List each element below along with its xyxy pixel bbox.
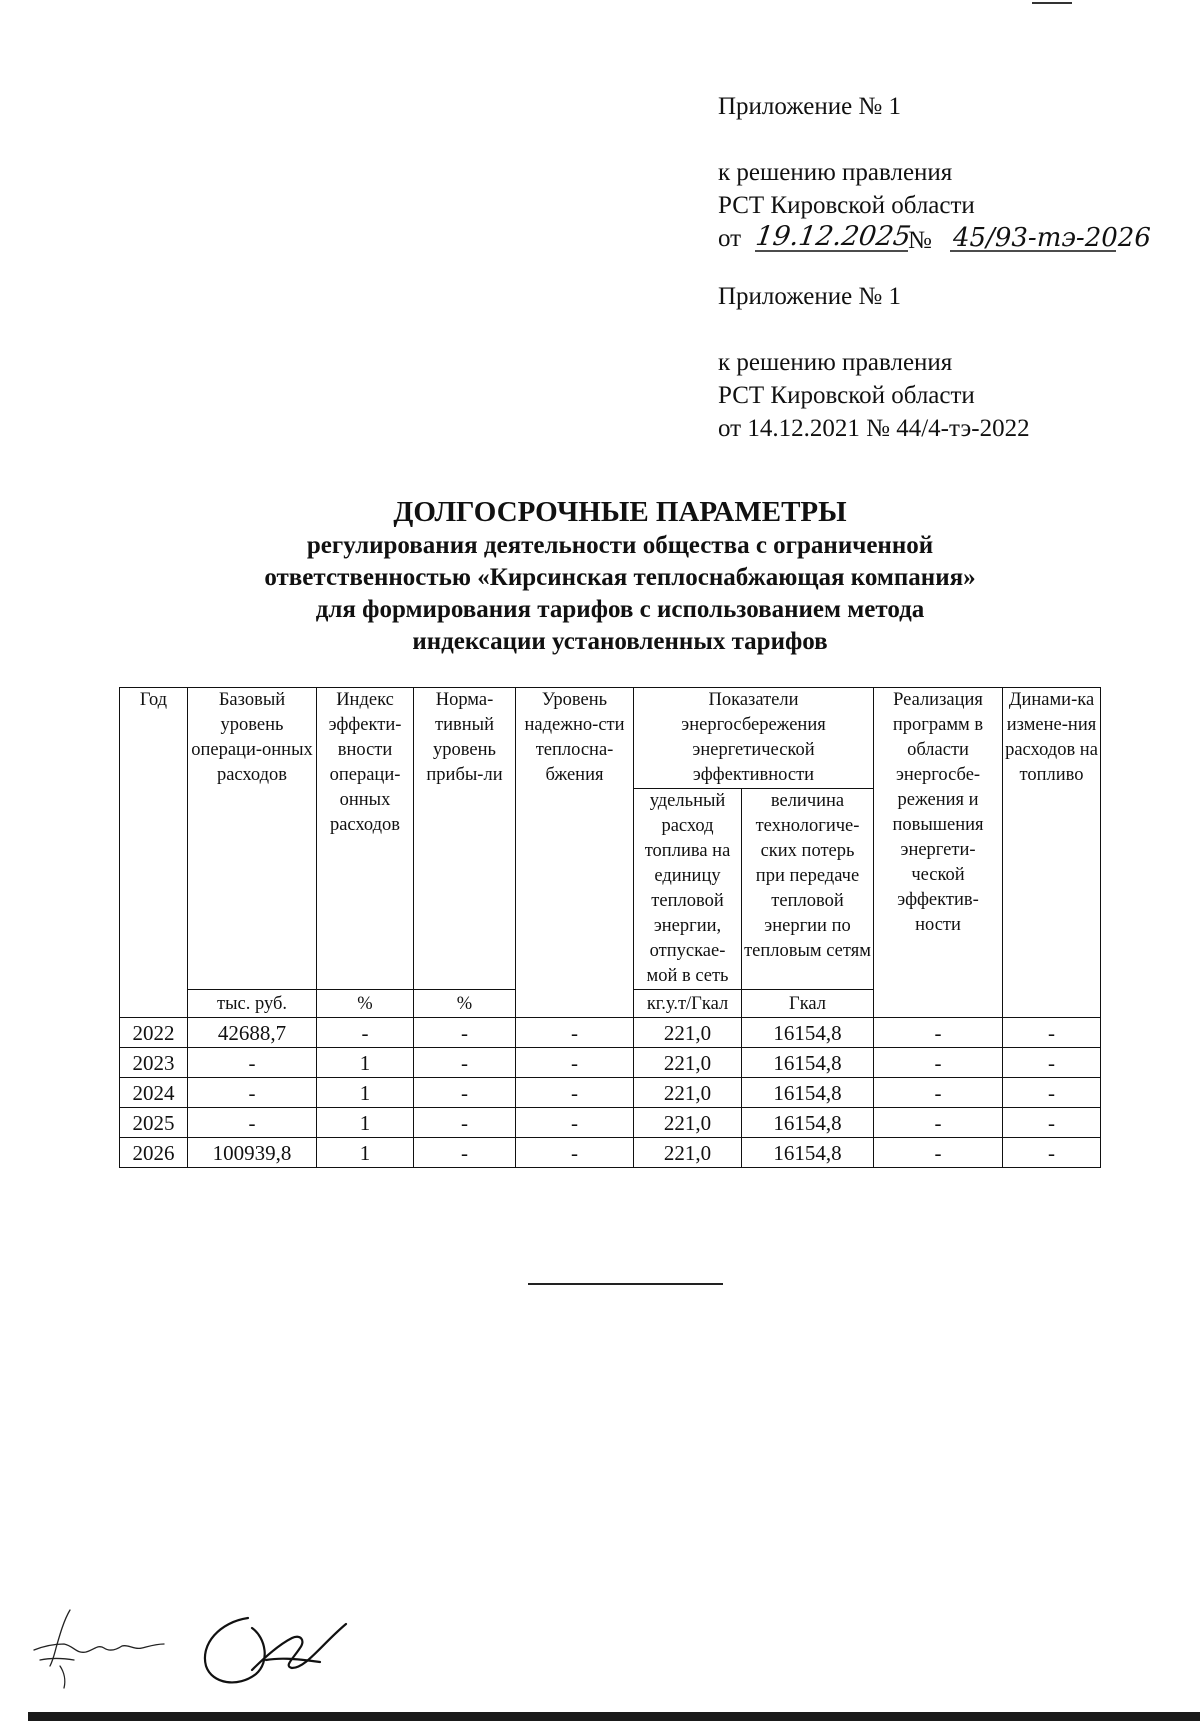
header-losses: величина технологиче-ских потерь при передаче тепловой энергии по тепловым сетям [742,789,874,990]
heading-line1: регулирования деятельности общества с ограниченной [306,532,934,559]
header-index: Индекс эффекти-вности операци-онных расходов [317,688,414,990]
closing-divider [528,1283,723,1285]
cell-norm: - [414,1078,516,1108]
cell-losses: 16154,8 [742,1048,874,1078]
cell-programs: - [874,1078,1003,1108]
cell-index: 1 [317,1108,414,1138]
cell-year: 2026 [120,1138,188,1168]
parameters-table [119,687,1101,1168]
header-norm: Норма-тивный уровень прибы-ли [414,688,516,990]
cell-dynamics: - [1003,1048,1101,1078]
cell-index: 1 [317,1138,414,1168]
cell-programs: - [874,1108,1003,1138]
cell-year: 2022 [120,1018,188,1048]
document-heading [120,494,1120,658]
table-row [120,1048,1101,1078]
unit-base: тыс. руб. [188,990,317,1018]
cell-norm: - [414,1048,516,1078]
cell-index: - [317,1018,414,1048]
appendix-new-title: Приложение № 1 [718,93,902,120]
cell-programs: - [874,1138,1003,1168]
cell-losses: 16154,8 [742,1018,874,1048]
cell-fuel: 221,0 [634,1138,742,1168]
bottom-scan-edge [28,1712,1200,1721]
unit-losses: Гкал [742,990,874,1018]
appendix-old-title: Приложение № 1 [718,283,902,310]
appendix-new-line2: РСТ Кировской области [718,192,975,219]
heading-line2: ответственностью «Кирсинская теплоснабжающая компания» [264,564,976,591]
appendix-new-date-prefix: от [718,225,742,252]
cell-year: 2023 [120,1048,188,1078]
cell-year: 2024 [120,1078,188,1108]
cell-norm: - [414,1108,516,1138]
number-sign: № [908,227,932,254]
unit-norm: % [414,990,516,1018]
cell-index: 1 [317,1048,414,1078]
cell-programs: - [874,1018,1003,1048]
header-programs: Реализация программ в области энергосбе-режения и повышения энергети-ческой эффектив-ности [874,688,1003,1018]
header-reliability: Уровень надежно-сти теплосна-бжения [516,688,634,1018]
handwritten-date: 19.12.2025 [753,221,913,252]
header-dynamics: Динами-ка измене-ния расходов на топливо [1003,688,1101,1018]
cell-dynamics: - [1003,1108,1101,1138]
table-row [120,1078,1101,1108]
appendix-old-line3: от 14.12.2021 № 44/4-тэ-2022 [718,415,1030,442]
appendix-old-line2: РСТ Кировской области [718,382,975,409]
cell-norm: - [414,1018,516,1048]
cell-dynamics: - [1003,1078,1101,1108]
cell-fuel: 221,0 [634,1078,742,1108]
cell-losses: 16154,8 [742,1078,874,1108]
cell-fuel: 221,0 [634,1018,742,1048]
cell-reliability: - [516,1018,634,1048]
cell-base: 42688,7 [188,1018,317,1048]
heading-main: ДОЛГОСРОЧНЫЕ ПАРАМЕТРЫ [393,496,847,528]
cell-dynamics: - [1003,1138,1101,1168]
appendix-new-block [718,90,1151,255]
cell-fuel: 221,0 [634,1048,742,1078]
unit-fuel: кг.у.т/Гкал [634,990,742,1018]
appendix-new-line1: к решению правления [718,159,953,186]
cell-base: 100939,8 [188,1138,317,1168]
header-base: Базовый уровень операци-онных расходов [188,688,317,990]
appendix-old-block [718,280,1030,445]
cell-losses: 16154,8 [742,1138,874,1168]
appendix-new-date-line [718,221,1151,255]
appendix-old-line1: к решению правления [718,349,953,376]
cell-index: 1 [317,1078,414,1108]
table-row [120,1138,1101,1168]
handwritten-number: 45/93-тэ-2026 [953,223,1151,253]
top-edge-mark [1032,2,1072,4]
table-row [120,1018,1101,1048]
cell-reliability: - [516,1138,634,1168]
header-energy-group: Показатели энергосбережения энергетической эффективности [634,688,874,789]
heading-line3: для формирования тарифов с использованием метода [315,596,925,623]
cell-year: 2025 [120,1108,188,1138]
handwritten-signatures [30,1600,360,1700]
header-fuel: удельный расход топлива на единицу тепловой энергии, отпускае-мой в сеть [634,789,742,990]
cell-base: - [188,1078,317,1108]
header-year: Год [120,688,188,1018]
cell-reliability: - [516,1078,634,1108]
cell-base: - [188,1108,317,1138]
cell-reliability: - [516,1108,634,1138]
heading-line4: индексации установленных тарифов [412,628,828,655]
unit-index: % [317,990,414,1018]
cell-norm: - [414,1138,516,1168]
table-row [120,1108,1101,1138]
cell-reliability: - [516,1048,634,1078]
cell-programs: - [874,1048,1003,1078]
cell-losses: 16154,8 [742,1108,874,1138]
cell-fuel: 221,0 [634,1108,742,1138]
handwritten-date-number [718,221,1151,262]
cell-base: - [188,1048,317,1078]
cell-dynamics: - [1003,1018,1101,1048]
